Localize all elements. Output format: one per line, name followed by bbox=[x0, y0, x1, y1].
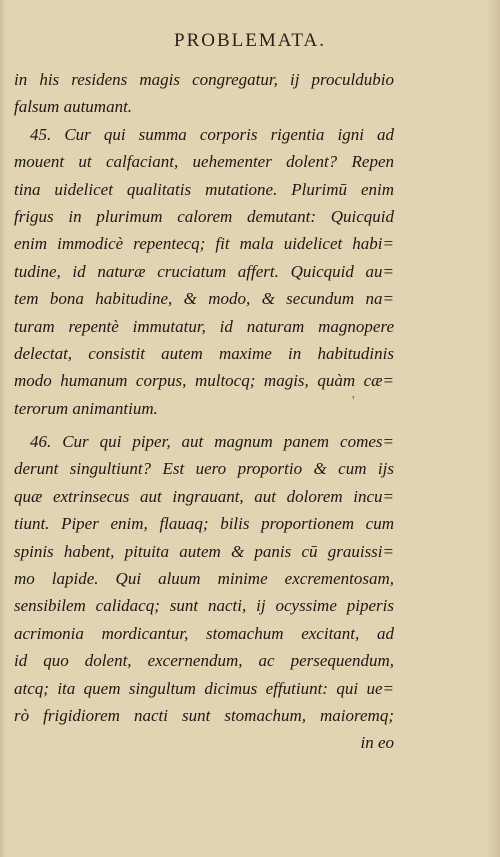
text-line: atcq; ita quem singultum dicimus effutiunt: qui ue= bbox=[14, 678, 394, 698]
problem-46-first-line: 46. Cur qui piper, aut magnum panem comes= bbox=[30, 432, 394, 452]
text-line: in his residens magis congregatur, ij proculdubio bbox=[14, 70, 394, 89]
text-line: quæ extrinsecus aut ingrauant, aut dolorem incu= bbox=[14, 486, 394, 506]
text-line: acrimonia mordicantur, stomachum excitant, ad bbox=[14, 623, 394, 643]
text-line: tudine, id naturæ cruciatum affert. Quicquid au= bbox=[14, 261, 394, 281]
text-line: mouent ut calfaciant, uehementer dolent? Repen bbox=[14, 152, 394, 172]
text-line: modo humanum corpus, multocq; magis, quàm cæ= bbox=[14, 371, 394, 391]
catchword: in eo bbox=[360, 733, 394, 753]
page-edge-shade bbox=[486, 0, 500, 857]
text-line: enim immodicè repentecq; fit mala uidelicet habi= bbox=[14, 234, 394, 254]
text-line: falsum autumant. bbox=[14, 97, 133, 117]
text-line: tina uidelicet qualitatis mutatione. Plurimū enim bbox=[14, 179, 394, 199]
text-line: turam repentè immutatur, id naturam magnopere bbox=[14, 316, 394, 336]
problem-45-first-line: 45. Cur qui summa corporis rigentia igni ad bbox=[30, 124, 394, 144]
body-text bbox=[14, 66, 394, 757]
text-line: sensibilem calidacq; sunt nacti, ij ocyssime piperis bbox=[14, 596, 394, 616]
margin-mark: ' bbox=[352, 394, 355, 409]
gutter-shadow bbox=[0, 0, 6, 857]
text-line: tiunt. Piper enim, flauaq; bilis proportionem cum bbox=[14, 514, 394, 534]
text-line: derunt singultiunt? Est uero proportio & cum ijs bbox=[14, 459, 394, 479]
text-line: tem bona habitudine, & modo, & secundum na= bbox=[14, 289, 394, 309]
text-line: mo lapide. Qui aluum minime excrementosam, bbox=[14, 569, 394, 589]
text-line: frigus in plurimum calorem demutant: Quicquid bbox=[14, 206, 394, 226]
text-line: id quo dolent, excernendum, ac persequendum, bbox=[14, 651, 394, 671]
running-head: PROBLEMATA. bbox=[174, 30, 326, 51]
text-line: delectat, consistit autem maxime in habitudinis bbox=[14, 343, 394, 363]
text-line: terorum animantium. bbox=[14, 398, 158, 418]
text-line: rò frigidiorem nacti sunt stomachum, maioremq; bbox=[14, 705, 394, 725]
text-line: spinis habent, pituita autem & panis cū grauissi= bbox=[14, 541, 394, 561]
